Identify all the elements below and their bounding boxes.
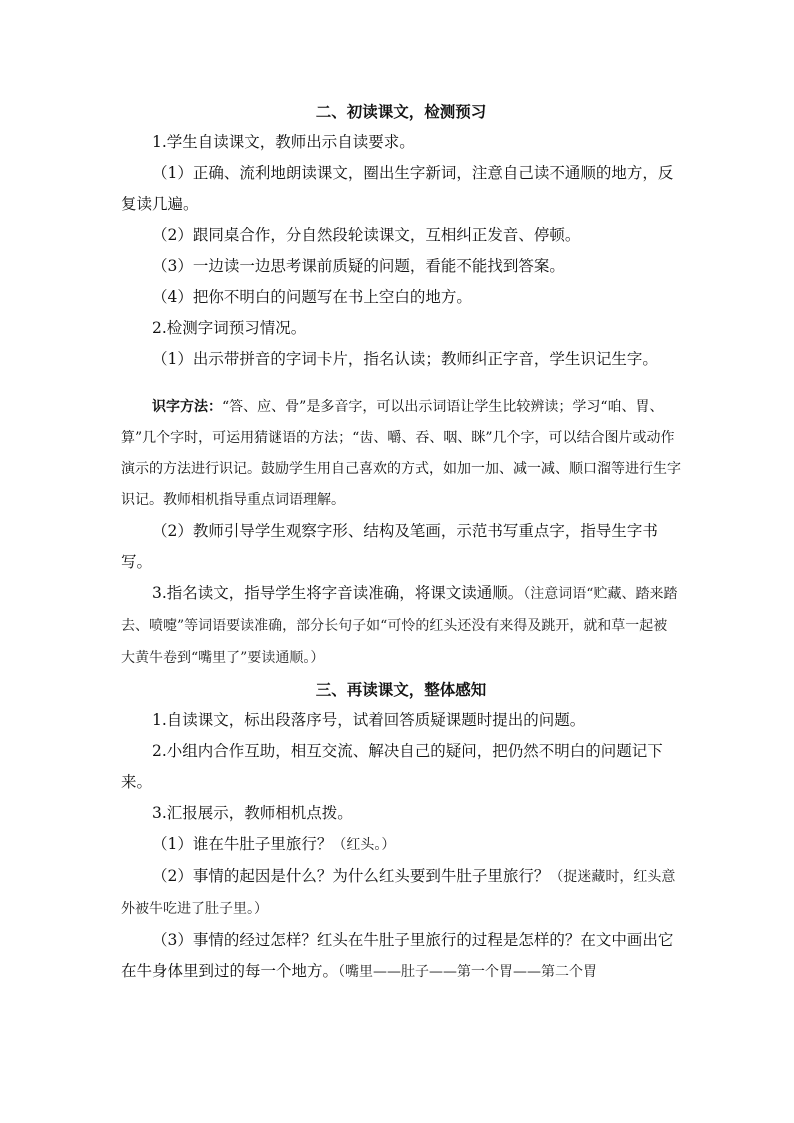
paragraph-2-1-2: （2）跟同桌合作，分自然段轮读课文，互相纠正发音、停顿。 [152, 226, 581, 244]
paragraph-2-2-2: （2）教师引导学生观察字形、结构及笔画，示范书写重点字，指导生字书写。 [121, 522, 658, 571]
question-3-1 [121, 829, 681, 861]
paragraph-2-1: 1.学生自读课文，教师出示自读要求。 [152, 133, 415, 151]
section-heading-2: 二、初读课文，检测预习 [315, 102, 487, 121]
paragraph-2-2-1: （1）出示带拼音的字词卡片，指名认读；教师纠正字音，学生识记生字。 [152, 350, 658, 368]
literacy-method-text: “答、应、骨”是多音字，可以出示词语让学生比较辨读；学习“咱、胃、算”几个字时，可运用猜谜语的方法；“齿、嚼、吞、咽、眯”几个字，可以结合图片或动作演示的方法进行识记。鼓励学生用自己喜欢的方式，如加一加、减一减、顺口溜等进行生字识记。教师相机指导重点词语理解。 [121, 399, 681, 508]
paragraph-2-3 [121, 578, 681, 674]
question-3-1-main: （1）谁在牛肚子里旅行？ [152, 835, 333, 853]
paragraph-3-1: 1.自读课文，标出段落序号，试着回答质疑课题时提出的问题。 [152, 711, 586, 729]
paragraph-2-3-note: （注意词语“贮藏、踏来踏去、喷嚏”等词语要读准确，部分长句子如“可怜的红头还没有来得及跳开，就和草一起被大黄牛卷到“嘴里了”要读通顺。） [121, 586, 678, 666]
document-page [121, 96, 681, 988]
literacy-method-lead: 识字方法： [152, 399, 222, 415]
paragraph-2-1-1: （1）正确、流利地朗读课文，圈出生字新词，注意自己读不通顺的地方，反复读几遍。 [121, 164, 674, 213]
literacy-method-paragraph [121, 392, 681, 516]
spacer [121, 375, 681, 392]
question-3-3-main: （3）事情的经过怎样？红头在牛肚子里旅行的过程是怎样的？在文中画出它在牛身体里到过的每一个地方。 [121, 931, 674, 980]
question-3-2-note: （捉迷藏时，红头意外被牛吃进了肚子里。） [121, 869, 676, 917]
question-3-2 [121, 861, 681, 925]
paragraph-2-1-4: （4）把你不明白的问题写在书上空白的地方。 [152, 288, 472, 306]
paragraph-2-1-3: （3）一边读一边思考课前质疑的问题，看能不能找到答案。 [152, 257, 565, 275]
question-3-2-main: （2）事情的起因是什么？为什么红头要到牛肚子里旅行？ [152, 867, 550, 885]
paragraph-2-3-main: 3.指名读文，指导学生将字音读准确，将课文读通顺。 [152, 584, 524, 602]
paragraph-3-2: 2.小组内合作互助，相互交流、解决自己的疑问，把仍然不明白的问题记下来。 [121, 742, 663, 791]
paragraph-3-3: 3.汇报展示，教师相机点拨。 [152, 804, 353, 822]
question-3-3-note: （嘴里——肚子——第一个胃——第二个胃 [338, 964, 598, 980]
paragraph-2-2: 2.检测字词预习情况。 [152, 319, 307, 337]
section-heading-3: 三、再读课文，整体感知 [315, 680, 487, 699]
question-3-1-note: （红头。） [332, 837, 396, 853]
question-3-3 [121, 925, 681, 988]
